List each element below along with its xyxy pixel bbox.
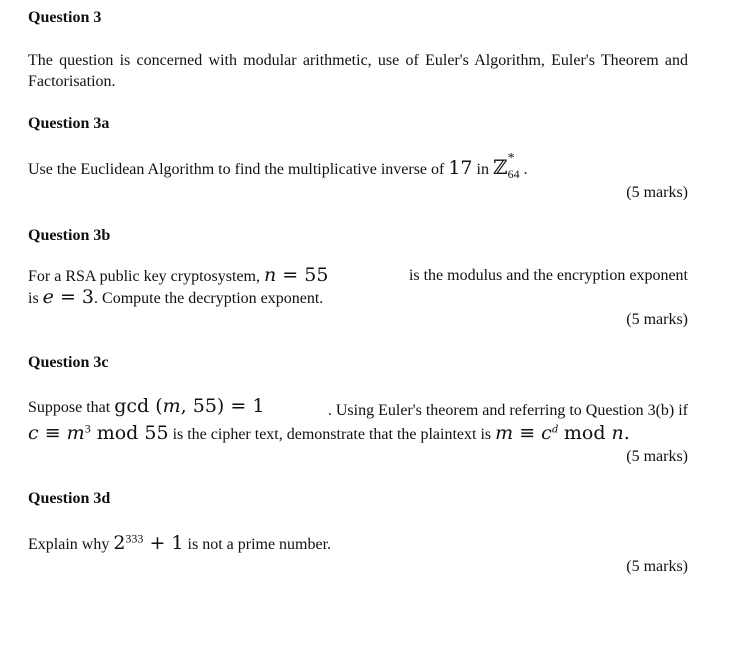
- q3c-n-var: n: [611, 422, 624, 444]
- q3c-exp-d: d: [551, 421, 558, 436]
- q3d-plus-one: + 1: [143, 532, 184, 554]
- q3c-text3: is the cipher text, demonstrate that the plaintext is: [168, 426, 496, 443]
- q3a-number: 17: [448, 157, 473, 179]
- q3a-word-in: in: [472, 161, 493, 178]
- q3c-gcd: gcd (: [114, 395, 163, 417]
- q3c-text2: . Using Euler's theorem and referring to Question 3(b) if: [327, 402, 688, 419]
- question-3d-heading: Question 3d: [28, 490, 111, 507]
- q3c-m-var2: m: [66, 422, 85, 444]
- question-3a-text: [28, 151, 528, 181]
- q3c-exp3: 3: [84, 421, 91, 436]
- q3a-text-before: Use the Euclidean Algorithm to find the multiplicative inverse of: [28, 161, 449, 178]
- question-3c-line2: [28, 423, 630, 445]
- q3d-text1: Explain why: [28, 536, 114, 553]
- question-3b-line2: [28, 287, 323, 309]
- q3c-mod55: mod 55: [90, 422, 169, 444]
- q3c-equiv2: ≡: [513, 422, 542, 444]
- q3b-n-var: n: [263, 264, 277, 286]
- question-3a-marks: (5 marks): [626, 184, 688, 201]
- q3b-n-eq: = 55: [276, 264, 329, 286]
- q3c-text1: Suppose that: [28, 399, 115, 416]
- q3c-c-var2: c: [541, 422, 552, 444]
- question-3b-line1: [28, 265, 688, 287]
- q3b-text4: . Compute the decryption exponent.: [94, 290, 324, 307]
- q3b-text1: For a RSA public key cryptosystem,: [28, 268, 264, 285]
- q3b-text3: is: [28, 290, 43, 307]
- q3a-end: .: [523, 161, 528, 178]
- question-3a-heading: Question 3a: [28, 115, 110, 132]
- question-3b-marks: (5 marks): [626, 311, 688, 328]
- q3c-m-var: m: [162, 395, 181, 417]
- q3d-base: 2: [113, 532, 126, 554]
- question-3b-heading: Question 3b: [28, 227, 111, 244]
- q3c-c-var: c: [28, 422, 39, 444]
- q3c-m-var3: m: [495, 422, 514, 444]
- question-3d-marks: (5 marks): [626, 558, 688, 575]
- question-3c-marks: (5 marks): [626, 448, 688, 465]
- question-3c-heading: Question 3c: [28, 354, 109, 371]
- q3b-e-var: e: [42, 286, 54, 308]
- q3c-mod-n: mod: [557, 422, 612, 444]
- question-3c-line1: [28, 396, 688, 421]
- q3c-equiv: ≡: [38, 422, 67, 444]
- q3a-ring-sub: 64: [507, 167, 520, 181]
- q3d-exponent: 333: [125, 531, 144, 546]
- q3c-end: .: [623, 422, 630, 444]
- question-3-heading: Question 3: [28, 9, 102, 26]
- question-3d-text: [28, 533, 331, 555]
- q3b-text2: is the modulus and the encryption exponent: [408, 267, 688, 284]
- q3d-text2: is not a prime number.: [183, 536, 332, 553]
- q3b-e-eq: = 3: [53, 286, 95, 308]
- q3a-ring-sup: *: [507, 151, 515, 166]
- q3a-ring-symbol: ℤ: [492, 155, 508, 179]
- q3c-gcd-rest: , 55) = 1: [180, 395, 265, 417]
- question-3-intro: The question is concerned with modular arithmetic, use of Euler's Algorithm, Euler's Theorem and Factorisation.: [28, 52, 688, 90]
